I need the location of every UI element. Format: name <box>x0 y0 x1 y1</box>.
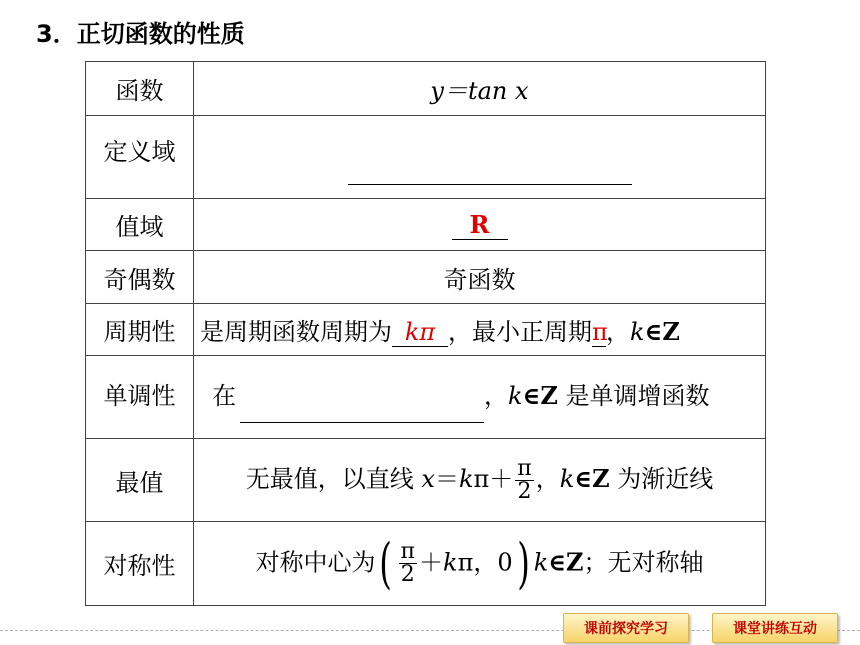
label-function: 函数 <box>86 62 194 116</box>
period-answer-2: π <box>592 318 608 346</box>
extreme-eq: ＝ <box>434 464 459 493</box>
symmetry-text-2: ；无对称轴 <box>583 548 704 576</box>
row-parity <box>86 251 766 304</box>
extreme-in-z: ∈Z <box>574 463 610 493</box>
row-monotonic <box>86 356 766 439</box>
monotonic-text-1: 在 <box>212 382 236 410</box>
period-text-2: ，最小正周期 <box>448 318 592 346</box>
label-monotonic: 单调性 <box>86 356 194 439</box>
extreme-k2: k <box>559 464 575 493</box>
section-heading: 3．正切函数的性质 <box>36 20 245 48</box>
row-period <box>86 304 766 356</box>
symmetry-fraction <box>399 541 417 586</box>
left-paren: ( <box>379 531 393 595</box>
symmetry-plus: ＋ <box>419 548 444 576</box>
extreme-pi-plus: π＋ <box>473 464 514 493</box>
label-symmetry: 对称性 <box>86 522 194 606</box>
symmetry-pi-zero: π，0 <box>457 548 513 576</box>
value-extreme <box>194 439 766 522</box>
label-domain: 定义域 <box>86 116 194 199</box>
extreme-fraction <box>515 455 533 504</box>
pre-class-study-button[interactable]: 课前探究学习 <box>563 613 689 643</box>
monotonic-k: k <box>508 382 523 410</box>
extreme-comma: ， <box>535 464 560 493</box>
symmetry-k1: k <box>443 548 458 576</box>
label-range: 值域 <box>86 199 194 251</box>
domain-blank <box>348 184 632 185</box>
period-k: k <box>630 318 645 346</box>
symmetry-text-1: 对称中心为 <box>255 548 376 576</box>
extreme-fraction-num: π <box>517 455 532 481</box>
range-answer: R <box>452 210 508 240</box>
function-expression: y＝tan x <box>430 77 529 105</box>
label-parity: 奇偶数 <box>86 251 194 304</box>
value-parity: 奇函数 <box>194 251 766 304</box>
value-function <box>194 62 766 116</box>
value-period <box>194 304 766 356</box>
row-range <box>86 199 766 251</box>
row-function <box>86 62 766 116</box>
label-period: 周期性 <box>86 304 194 356</box>
extreme-fraction-den: 2 <box>517 478 532 504</box>
period-text-1: 是周期函数周期为 <box>200 318 392 346</box>
label-extreme: 最值 <box>86 439 194 522</box>
symmetry-k2: k <box>533 548 549 576</box>
monotonic-text-3: 是单调增函数 <box>557 382 710 410</box>
extreme-k: k <box>458 464 474 493</box>
value-domain <box>194 116 766 199</box>
value-range <box>194 199 766 251</box>
row-domain <box>86 116 766 199</box>
value-monotonic <box>194 356 766 439</box>
symmetry-fraction-num: π <box>400 539 416 564</box>
value-symmetry <box>194 522 766 606</box>
extreme-text-2: 为渐近线 <box>609 464 714 493</box>
right-paren: ) <box>516 531 530 595</box>
row-extreme <box>86 439 766 522</box>
period-answer-1: kπ <box>392 318 448 347</box>
monotonic-blank <box>240 422 484 423</box>
extreme-text-1: 无最值，以直线 <box>245 464 422 493</box>
row-symmetry <box>86 522 766 606</box>
extreme-x: x <box>421 464 435 493</box>
properties-table <box>85 61 766 606</box>
period-in-z: ∈Z <box>644 317 680 346</box>
monotonic-in-z: ∈Z <box>522 381 558 410</box>
classroom-practice-button[interactable]: 课堂讲练互动 <box>712 613 838 643</box>
monotonic-comma: ， <box>484 382 508 410</box>
period-text-3: ， <box>606 318 630 346</box>
monotonic-condition <box>484 376 709 411</box>
symmetry-in-z: ∈Z <box>548 547 584 576</box>
symmetry-fraction-den: 2 <box>400 562 415 587</box>
